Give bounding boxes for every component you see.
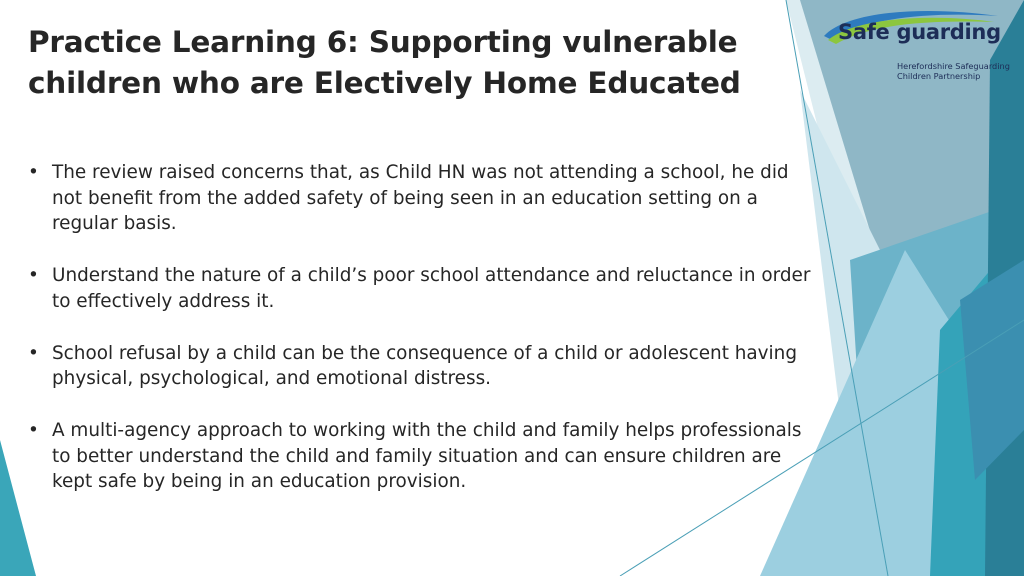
safeguarding-logo [818, 6, 1024, 86]
bullet-text: Understand the nature of a child’s poor school attendance and reluctance in order to effectively address it. [52, 265, 811, 312]
logo-subtitle [897, 61, 1010, 81]
bullet-text: The review raised concerns that, as Child HN was not attending a school, he did not benefit from the added safety of being seen in an education setting on a regular basis. [52, 162, 789, 235]
bullet-marker: • [28, 419, 39, 441]
title-line: children who are Electively Home Educated [28, 66, 741, 100]
title-line: Practice Learning 6: Supporting vulnerable [28, 25, 738, 59]
logo-subtitle-line: Children Partnership [897, 71, 981, 81]
bullet-item [28, 418, 818, 495]
bullet-marker: • [28, 162, 39, 183]
bullet-marker: • [28, 342, 39, 364]
bullet-text: A multi-agency approach to working with the child and family helps professionals to better understand the child and family situation and can ensure children are kept safe by being in an education provision. [52, 419, 802, 493]
logo-subtitle-line: Herefordshire Safeguarding [897, 61, 1010, 71]
bullet-item [28, 341, 818, 392]
bullet-item [28, 160, 818, 237]
bullet-list [28, 160, 818, 521]
slide-title [28, 22, 788, 104]
bullet-marker: • [28, 265, 39, 287]
bullet-text: School refusal by a child can be the consequence of a child or adolescent having physical, psychological, and emotional distress. [52, 342, 797, 390]
bullet-item [28, 263, 818, 314]
logo-wordmark: Safe guarding [838, 20, 1001, 44]
